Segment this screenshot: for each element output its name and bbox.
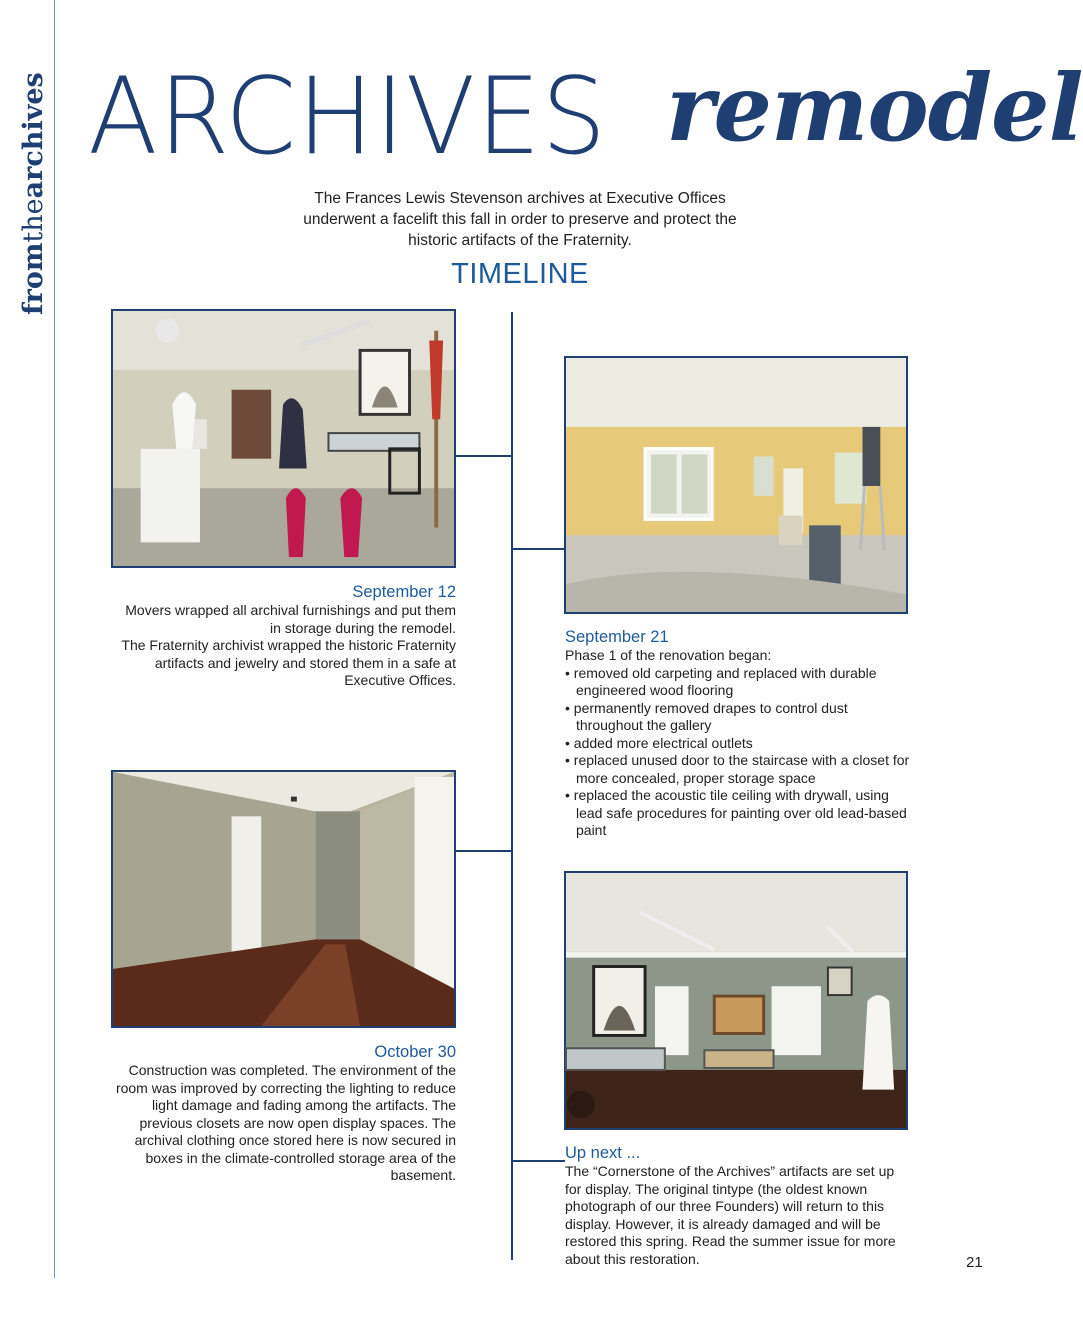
entry-intro: Phase 1 of the renovation began: bbox=[565, 647, 772, 663]
timeline-branch-1 bbox=[455, 455, 513, 457]
entry-bullet-list bbox=[565, 665, 910, 840]
entry-date: Up next ... bbox=[565, 1144, 641, 1162]
title-main: ARCHIVES bbox=[88, 55, 608, 178]
side-rule bbox=[54, 0, 55, 1278]
timeline-branch-2 bbox=[511, 548, 565, 550]
list-item: • replaced unused door to the staircase with a closet for more concealed, proper storage space bbox=[565, 752, 910, 787]
entry-date: September 12 bbox=[352, 583, 456, 601]
entry-up-next bbox=[565, 1143, 910, 1268]
list-item: • permanently removed drapes to control dust throughout the gallery bbox=[565, 700, 910, 735]
section-label-the: the bbox=[18, 198, 49, 243]
entry-text: Construction was completed. The environment of the room was improved by correcting the lighting to reduce light damage and fading among the artifacts. The previous closets are now open display spaces. The archival clothing once stored here is now secured in boxes in the climate-controlled storage area of the basement. bbox=[115, 1062, 456, 1183]
entry-september-12 bbox=[111, 582, 456, 690]
timeline-heading: TIMELINE bbox=[451, 258, 589, 290]
entry-text-2: The Fraternity archivist wrapped the historic Fraternity artifacts and jewelry and stored them in a safe at Executive Offices. bbox=[121, 637, 456, 688]
entry-october-30 bbox=[111, 1042, 456, 1185]
entry-date: October 30 bbox=[374, 1043, 456, 1061]
list-item: • replaced the acoustic tile ceiling with drywall, using lead safe procedures for painting over old lead-based paint bbox=[565, 787, 910, 840]
section-label-archives: archives bbox=[18, 72, 49, 199]
section-label bbox=[12, 72, 52, 315]
photo-september-21 bbox=[564, 356, 908, 614]
entry-date: September 21 bbox=[565, 628, 669, 646]
section-label-graphic bbox=[12, 72, 52, 315]
page-title bbox=[88, 54, 1083, 198]
list-item: • removed old carpeting and replaced with durable engineered wood flooring bbox=[565, 665, 910, 700]
section-label-from: from bbox=[18, 242, 49, 315]
intro-paragraph: The Frances Lewis Stevenson archives at Executive Offices underwent a facelift this fall in order to preserve and protect the historic artifacts of the Fraternity. bbox=[303, 190, 737, 249]
photo-october-30 bbox=[111, 770, 456, 1028]
photo-september-12 bbox=[111, 309, 456, 568]
entry-september-21 bbox=[565, 627, 910, 840]
entry-text: Movers wrapped all archival furnishings and put them in storage during the remodel. bbox=[125, 602, 456, 636]
page-number: 21 bbox=[966, 1254, 983, 1271]
photo-up-next bbox=[564, 871, 908, 1130]
timeline-branch-4 bbox=[511, 1160, 565, 1162]
timeline-branch-3 bbox=[455, 850, 513, 852]
title-script: remodel bbox=[666, 54, 1083, 162]
entry-text: The “Cornerstone of the Archives” artifacts are set up for display. The original tintype (the oldest known photograph of our three Founders) will return to this display. However, it is already damaged and will be restored this spring. Read the summer issue for more about this restoration. bbox=[565, 1163, 896, 1267]
svg-text:fromthearchives bbox=[18, 72, 49, 315]
list-item: • added more electrical outlets bbox=[565, 735, 910, 753]
